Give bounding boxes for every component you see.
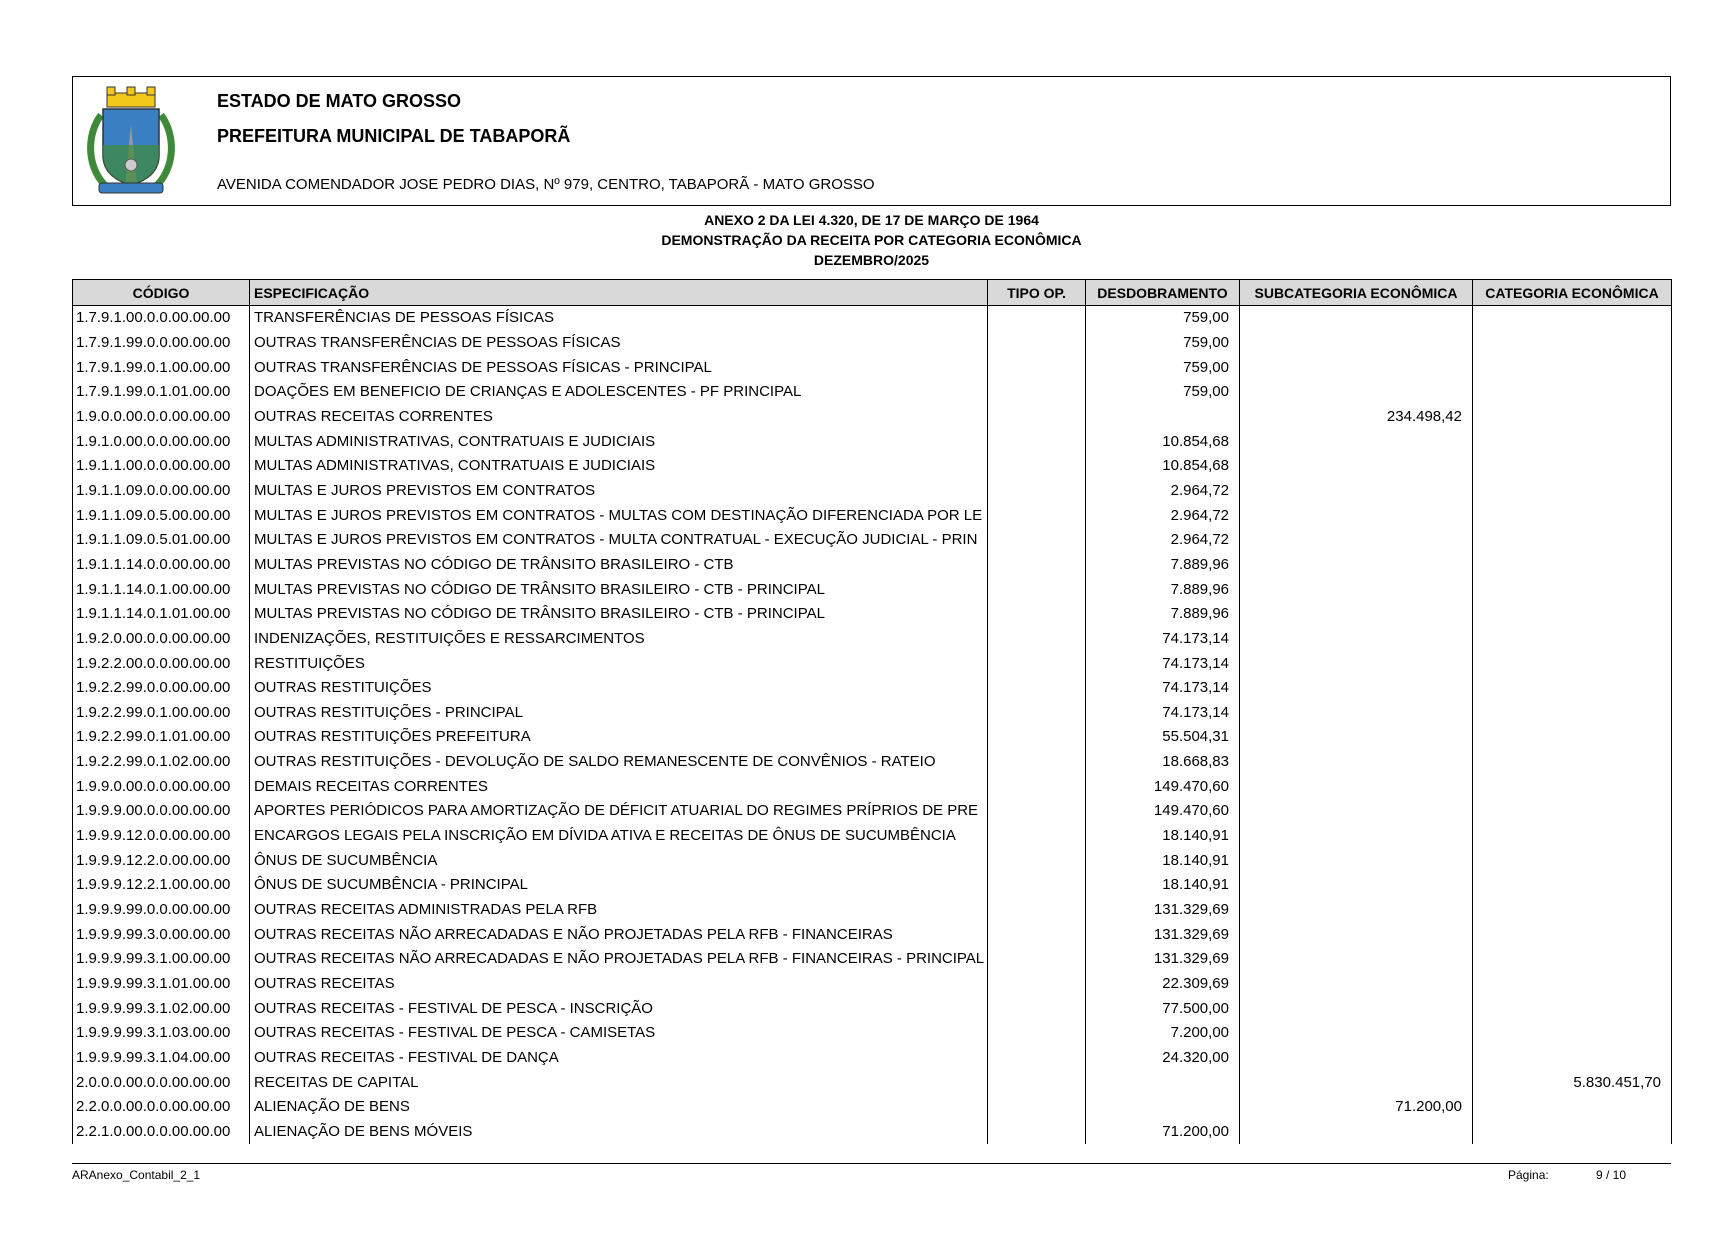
cell-categoria: 5.830.451,70 <box>1473 1070 1672 1095</box>
cell-subcategoria <box>1240 380 1473 405</box>
cell-categoria <box>1473 972 1672 997</box>
cell-categoria <box>1473 528 1672 553</box>
col-header-tipo-op: TIPO OP. <box>988 280 1086 306</box>
cell-tipo-op <box>988 331 1086 356</box>
cell-categoria <box>1473 1046 1672 1071</box>
table-row <box>73 774 1672 799</box>
cell-especificacao: ALIENAÇÃO DE BENS MÓVEIS <box>250 1120 988 1145</box>
cell-codigo: 1.9.9.9.00.0.0.00.00.00 <box>73 799 250 824</box>
cell-categoria <box>1473 824 1672 849</box>
cell-tipo-op <box>988 627 1086 652</box>
cell-codigo: 1.7.9.1.99.0.1.01.00.00 <box>73 380 250 405</box>
cell-especificacao: OUTRAS RECEITAS NÃO ARRECADADAS E NÃO PROJETADAS PELA RFB - FINANCEIRAS <box>250 922 988 947</box>
table-row <box>73 651 1672 676</box>
cell-subcategoria <box>1240 824 1473 849</box>
cell-subcategoria <box>1240 1120 1473 1145</box>
cell-tipo-op <box>988 725 1086 750</box>
cell-codigo: 1.9.0.0.00.0.0.00.00.00 <box>73 405 250 430</box>
cell-codigo: 1.7.9.1.00.0.0.00.00.00 <box>73 306 250 331</box>
cell-categoria <box>1473 380 1672 405</box>
table-row <box>73 1120 1672 1145</box>
table-row <box>73 405 1672 430</box>
cell-tipo-op <box>988 848 1086 873</box>
table-body <box>73 306 1672 1145</box>
cell-desdobramento <box>1086 1070 1240 1095</box>
cell-subcategoria <box>1240 996 1473 1021</box>
table-row <box>73 553 1672 578</box>
cell-codigo: 1.9.1.1.09.0.5.00.00.00 <box>73 503 250 528</box>
cell-tipo-op <box>988 380 1086 405</box>
cell-codigo: 1.9.9.9.12.0.0.00.00.00 <box>73 824 250 849</box>
col-header-codigo: CÓDIGO <box>73 280 250 306</box>
cell-especificacao: OUTRAS RECEITAS NÃO ARRECADADAS E NÃO PROJETADAS PELA RFB - FINANCEIRAS - PRINCIPAL <box>250 947 988 972</box>
cell-especificacao: OUTRAS RECEITAS - FESTIVAL DE PESCA - INSCRIÇÃO <box>250 996 988 1021</box>
cell-desdobramento: 10.854,68 <box>1086 429 1240 454</box>
cell-tipo-op <box>988 651 1086 676</box>
cell-subcategoria <box>1240 503 1473 528</box>
cell-subcategoria: 234.498,42 <box>1240 405 1473 430</box>
cell-subcategoria <box>1240 922 1473 947</box>
cell-subcategoria <box>1240 355 1473 380</box>
cell-categoria <box>1473 1021 1672 1046</box>
state-name: ESTADO DE MATO GROSSO <box>217 91 462 111</box>
table-row <box>73 627 1672 652</box>
cell-tipo-op <box>988 528 1086 553</box>
table-row <box>73 824 1672 849</box>
cell-codigo: 1.7.9.1.99.0.1.00.00.00 <box>73 355 250 380</box>
table-row <box>73 503 1672 528</box>
cell-codigo: 1.9.1.1.14.0.1.01.00.00 <box>73 602 250 627</box>
table-row <box>73 454 1672 479</box>
cell-especificacao: OUTRAS RESTITUIÇÕES PREFEITURA <box>250 725 988 750</box>
cell-tipo-op <box>988 602 1086 627</box>
cell-categoria <box>1473 799 1672 824</box>
cell-subcategoria <box>1240 799 1473 824</box>
cell-subcategoria <box>1240 577 1473 602</box>
cell-codigo: 1.9.9.9.99.3.1.01.00.00 <box>73 972 250 997</box>
cell-subcategoria: 71.200,00 <box>1240 1095 1473 1120</box>
cell-categoria <box>1473 306 1672 331</box>
cell-categoria <box>1473 331 1672 356</box>
cell-tipo-op <box>988 774 1086 799</box>
cell-codigo: 1.9.9.9.99.3.1.00.00.00 <box>73 947 250 972</box>
cell-especificacao: MULTAS E JUROS PREVISTOS EM CONTRATOS <box>250 479 988 504</box>
table-header-row <box>73 280 1672 306</box>
table-row <box>73 750 1672 775</box>
cell-codigo: 1.9.9.9.99.3.1.04.00.00 <box>73 1046 250 1071</box>
table-row <box>73 873 1672 898</box>
cell-desdobramento: 18.668,83 <box>1086 750 1240 775</box>
cell-tipo-op <box>988 1095 1086 1120</box>
cell-tipo-op <box>988 1046 1086 1071</box>
cell-desdobramento: 131.329,69 <box>1086 922 1240 947</box>
cell-categoria <box>1473 701 1672 726</box>
cell-tipo-op <box>988 947 1086 972</box>
table-row <box>73 577 1672 602</box>
cell-especificacao: MULTAS ADMINISTRATIVAS, CONTRATUAIS E JUDICIAIS <box>250 429 988 454</box>
cell-categoria <box>1473 405 1672 430</box>
cell-categoria <box>1473 627 1672 652</box>
cell-especificacao: APORTES PERIÓDICOS PARA AMORTIZAÇÃO DE DÉFICIT ATUARIAL DO REGIMES PRÍPRIOS DE PRE <box>250 799 988 824</box>
cell-subcategoria <box>1240 873 1473 898</box>
cell-codigo: 1.9.9.9.12.2.1.00.00.00 <box>73 873 250 898</box>
cell-desdobramento: 759,00 <box>1086 331 1240 356</box>
cell-desdobramento: 149.470,60 <box>1086 774 1240 799</box>
cell-desdobramento: 77.500,00 <box>1086 996 1240 1021</box>
table-row <box>73 429 1672 454</box>
table-row <box>73 380 1672 405</box>
cell-categoria <box>1473 602 1672 627</box>
cell-subcategoria <box>1240 528 1473 553</box>
cell-desdobramento: 2.964,72 <box>1086 528 1240 553</box>
cell-categoria <box>1473 676 1672 701</box>
header-box <box>72 76 1671 206</box>
cell-tipo-op <box>988 355 1086 380</box>
cell-desdobramento: 7.889,96 <box>1086 553 1240 578</box>
cell-especificacao: TRANSFERÊNCIAS DE PESSOAS FÍSICAS <box>250 306 988 331</box>
table-row <box>73 996 1672 1021</box>
cell-especificacao: OUTRAS RECEITAS - FESTIVAL DE DANÇA <box>250 1046 988 1071</box>
table-row <box>73 479 1672 504</box>
cell-subcategoria <box>1240 553 1473 578</box>
cell-codigo: 1.9.9.0.00.0.0.00.00.00 <box>73 774 250 799</box>
cell-desdobramento: 18.140,91 <box>1086 848 1240 873</box>
table-row <box>73 355 1672 380</box>
cell-tipo-op <box>988 824 1086 849</box>
cell-categoria <box>1473 1095 1672 1120</box>
cell-desdobramento: 759,00 <box>1086 355 1240 380</box>
table-row <box>73 922 1672 947</box>
cell-codigo: 1.9.1.1.14.0.1.00.00.00 <box>73 577 250 602</box>
cell-tipo-op <box>988 1070 1086 1095</box>
table-row <box>73 528 1672 553</box>
cell-codigo: 1.9.9.9.12.2.0.00.00.00 <box>73 848 250 873</box>
col-header-desdobramento: DESDOBRAMENTO <box>1086 280 1240 306</box>
cell-codigo: 1.9.2.2.00.0.0.00.00.00 <box>73 651 250 676</box>
cell-desdobramento: 2.964,72 <box>1086 503 1240 528</box>
table-row <box>73 799 1672 824</box>
report-title-law: ANEXO 2 DA LEI 4.320, DE 17 DE MARÇO DE 1964 <box>704 212 1039 228</box>
cell-especificacao: DOAÇÕES EM BENEFICIO DE CRIANÇAS E ADOLESCENTES - PF PRINCIPAL <box>250 380 988 405</box>
cell-tipo-op <box>988 873 1086 898</box>
cell-tipo-op <box>988 898 1086 923</box>
table-row <box>73 306 1672 331</box>
cell-categoria <box>1473 996 1672 1021</box>
cell-especificacao: OUTRAS TRANSFERÊNCIAS DE PESSOAS FÍSICAS <box>250 331 988 356</box>
cell-especificacao: RESTITUIÇÕES <box>250 651 988 676</box>
cell-tipo-op <box>988 972 1086 997</box>
cell-subcategoria <box>1240 898 1473 923</box>
report-titles <box>72 210 1671 270</box>
cell-desdobramento: 7.889,96 <box>1086 577 1240 602</box>
cell-categoria <box>1473 503 1672 528</box>
table-row <box>73 898 1672 923</box>
cell-categoria <box>1473 848 1672 873</box>
cell-subcategoria <box>1240 676 1473 701</box>
cell-subcategoria <box>1240 774 1473 799</box>
table-row <box>73 1070 1672 1095</box>
cell-especificacao: DEMAIS RECEITAS CORRENTES <box>250 774 988 799</box>
cell-categoria <box>1473 429 1672 454</box>
cell-codigo: 1.9.2.2.99.0.1.01.00.00 <box>73 725 250 750</box>
cell-desdobramento: 10.854,68 <box>1086 454 1240 479</box>
cell-subcategoria <box>1240 454 1473 479</box>
cell-desdobramento <box>1086 1095 1240 1120</box>
cell-codigo: 1.9.1.1.14.0.0.00.00.00 <box>73 553 250 578</box>
cell-codigo: 1.9.1.1.09.0.0.00.00.00 <box>73 479 250 504</box>
page-number: 9 / 10 <box>1596 1168 1627 1182</box>
cell-especificacao: MULTAS E JUROS PREVISTOS EM CONTRATOS - MULTA CONTRATUAL - EXECUÇÃO JUDICIAL - PRIN <box>250 528 988 553</box>
cell-tipo-op <box>988 799 1086 824</box>
cell-desdobramento: 22.309,69 <box>1086 972 1240 997</box>
cell-desdobramento: 131.329,69 <box>1086 898 1240 923</box>
cell-subcategoria <box>1240 331 1473 356</box>
cell-desdobramento: 71.200,00 <box>1086 1120 1240 1145</box>
table-row <box>73 1021 1672 1046</box>
report-title-period: DEZEMBRO/2025 <box>813 252 930 268</box>
cell-desdobramento: 131.329,69 <box>1086 947 1240 972</box>
cell-especificacao: OUTRAS RESTITUIÇÕES - PRINCIPAL <box>250 701 988 726</box>
footer-divider <box>72 1163 1671 1164</box>
cell-tipo-op <box>988 454 1086 479</box>
table-row <box>73 1095 1672 1120</box>
cell-codigo: 1.9.2.2.99.0.1.00.00.00 <box>73 701 250 726</box>
cell-subcategoria <box>1240 701 1473 726</box>
cell-desdobramento: 74.173,14 <box>1086 676 1240 701</box>
cell-tipo-op <box>988 429 1086 454</box>
cell-subcategoria <box>1240 947 1473 972</box>
cell-tipo-op <box>988 405 1086 430</box>
cell-codigo: 1.9.1.0.00.0.0.00.00.00 <box>73 429 250 454</box>
cell-especificacao: MULTAS E JUROS PREVISTOS EM CONTRATOS - MULTAS COM DESTINAÇÃO DIFERENCIADA POR LE <box>250 503 988 528</box>
cell-tipo-op <box>988 1021 1086 1046</box>
cell-subcategoria <box>1240 972 1473 997</box>
cell-tipo-op <box>988 1120 1086 1145</box>
report-title-name: DEMONSTRAÇÃO DA RECEITA POR CATEGORIA ECONÔMICA <box>661 232 1082 248</box>
cell-subcategoria <box>1240 725 1473 750</box>
cell-especificacao: OUTRAS RESTITUIÇÕES <box>250 676 988 701</box>
cell-tipo-op <box>988 553 1086 578</box>
cell-categoria <box>1473 947 1672 972</box>
table-row <box>73 676 1672 701</box>
cell-categoria <box>1473 1120 1672 1145</box>
prefecture-name: PREFEITURA MUNICIPAL DE TABAPORÃ <box>217 126 571 146</box>
cell-subcategoria <box>1240 306 1473 331</box>
cell-especificacao: OUTRAS RECEITAS - FESTIVAL DE PESCA - CAMISETAS <box>250 1021 988 1046</box>
cell-especificacao: ENCARGOS LEGAIS PELA INSCRIÇÃO EM DÍVIDA ATIVA E RECEITAS DE ÔNUS DE SUCUMBÊNCIA <box>250 824 988 849</box>
table-row <box>73 947 1672 972</box>
cell-desdobramento: 7.889,96 <box>1086 602 1240 627</box>
cell-especificacao: RECEITAS DE CAPITAL <box>250 1070 988 1095</box>
cell-codigo: 1.9.9.9.99.3.1.02.00.00 <box>73 996 250 1021</box>
cell-categoria <box>1473 355 1672 380</box>
municipal-crest-icon <box>81 85 181 199</box>
cell-categoria <box>1473 873 1672 898</box>
col-header-categoria: CATEGORIA ECONÔMICA <box>1473 280 1672 306</box>
prefecture-address: AVENIDA COMENDADOR JOSE PEDRO DIAS, Nº 979, CENTRO, TABAPORÃ - MATO GROSSO <box>217 176 875 193</box>
cell-desdobramento: 759,00 <box>1086 306 1240 331</box>
cell-codigo: 1.9.2.0.00.0.0.00.00.00 <box>73 627 250 652</box>
cell-especificacao: OUTRAS RECEITAS <box>250 972 988 997</box>
col-header-especificacao: ESPECIFICAÇÃO <box>250 280 988 306</box>
cell-desdobramento: 149.470,60 <box>1086 799 1240 824</box>
cell-desdobramento: 55.504,31 <box>1086 725 1240 750</box>
cell-codigo: 1.7.9.1.99.0.0.00.00.00 <box>73 331 250 356</box>
cell-tipo-op <box>988 577 1086 602</box>
table-row <box>73 972 1672 997</box>
table-row <box>73 602 1672 627</box>
table-row <box>73 1046 1672 1071</box>
cell-codigo: 1.9.2.2.99.0.1.02.00.00 <box>73 750 250 775</box>
cell-subcategoria <box>1240 1046 1473 1071</box>
cell-especificacao: OUTRAS RESTITUIÇÕES - DEVOLUÇÃO DE SALDO REMANESCENTE DE CONVÊNIOS - RATEIO <box>250 750 988 775</box>
cell-especificacao: ALIENAÇÃO DE BENS <box>250 1095 988 1120</box>
cell-desdobramento: 759,00 <box>1086 380 1240 405</box>
cell-subcategoria <box>1240 848 1473 873</box>
cell-codigo: 2.2.1.0.00.0.0.00.00.00 <box>73 1120 250 1145</box>
cell-especificacao: MULTAS PREVISTAS NO CÓDIGO DE TRÂNSITO BRASILEIRO - CTB - PRINCIPAL <box>250 577 988 602</box>
cell-desdobramento: 18.140,91 <box>1086 873 1240 898</box>
cell-desdobramento <box>1086 405 1240 430</box>
cell-tipo-op <box>988 503 1086 528</box>
cell-especificacao: INDENIZAÇÕES, RESTITUIÇÕES E RESSARCIMENTOS <box>250 627 988 652</box>
cell-codigo: 1.9.9.9.99.3.1.03.00.00 <box>73 1021 250 1046</box>
cell-codigo: 1.9.1.1.00.0.0.00.00.00 <box>73 454 250 479</box>
cell-desdobramento: 24.320,00 <box>1086 1046 1240 1071</box>
cell-codigo: 2.0.0.0.00.0.0.00.00.00 <box>73 1070 250 1095</box>
cell-subcategoria <box>1240 1070 1473 1095</box>
cell-categoria <box>1473 774 1672 799</box>
cell-desdobramento: 74.173,14 <box>1086 627 1240 652</box>
cell-desdobramento: 18.140,91 <box>1086 824 1240 849</box>
cell-subcategoria <box>1240 627 1473 652</box>
cell-tipo-op <box>988 676 1086 701</box>
cell-tipo-op <box>988 306 1086 331</box>
cell-especificacao: OUTRAS RECEITAS ADMINISTRADAS PELA RFB <box>250 898 988 923</box>
cell-tipo-op <box>988 701 1086 726</box>
cell-categoria <box>1473 898 1672 923</box>
cell-categoria <box>1473 651 1672 676</box>
table-row <box>73 701 1672 726</box>
cell-subcategoria <box>1240 429 1473 454</box>
cell-especificacao: MULTAS PREVISTAS NO CÓDIGO DE TRÂNSITO BRASILEIRO - CTB - PRINCIPAL <box>250 602 988 627</box>
table-row <box>73 331 1672 356</box>
cell-tipo-op <box>988 996 1086 1021</box>
cell-especificacao: OUTRAS TRANSFERÊNCIAS DE PESSOAS FÍSICAS - PRINCIPAL <box>250 355 988 380</box>
cell-categoria <box>1473 479 1672 504</box>
cell-especificacao: ÔNUS DE SUCUMBÊNCIA - PRINCIPAL <box>250 873 988 898</box>
cell-subcategoria <box>1240 1021 1473 1046</box>
cell-categoria <box>1473 553 1672 578</box>
cell-tipo-op <box>988 479 1086 504</box>
table-row <box>73 848 1672 873</box>
table-row <box>73 725 1672 750</box>
cell-tipo-op <box>988 922 1086 947</box>
cell-tipo-op <box>988 750 1086 775</box>
col-header-subcategoria: SUBCATEGORIA ECONÔMICA <box>1240 280 1473 306</box>
cell-desdobramento: 2.964,72 <box>1086 479 1240 504</box>
revenue-table <box>72 279 1672 1144</box>
cell-categoria <box>1473 454 1672 479</box>
cell-codigo: 2.2.0.0.00.0.0.00.00.00 <box>73 1095 250 1120</box>
page-label: Página: <box>1508 1168 1549 1182</box>
cell-desdobramento: 74.173,14 <box>1086 651 1240 676</box>
cell-especificacao: MULTAS PREVISTAS NO CÓDIGO DE TRÂNSITO BRASILEIRO - CTB <box>250 553 988 578</box>
cell-desdobramento: 7.200,00 <box>1086 1021 1240 1046</box>
cell-codigo: 1.9.1.1.09.0.5.01.00.00 <box>73 528 250 553</box>
cell-categoria <box>1473 577 1672 602</box>
cell-especificacao: MULTAS ADMINISTRATIVAS, CONTRATUAIS E JUDICIAIS <box>250 454 988 479</box>
cell-desdobramento: 74.173,14 <box>1086 701 1240 726</box>
cell-codigo: 1.9.2.2.99.0.0.00.00.00 <box>73 676 250 701</box>
cell-codigo: 1.9.9.9.99.0.0.00.00.00 <box>73 898 250 923</box>
cell-subcategoria <box>1240 602 1473 627</box>
cell-subcategoria <box>1240 651 1473 676</box>
cell-categoria <box>1473 725 1672 750</box>
cell-codigo: 1.9.9.9.99.3.0.00.00.00 <box>73 922 250 947</box>
cell-categoria <box>1473 922 1672 947</box>
cell-subcategoria <box>1240 479 1473 504</box>
cell-categoria <box>1473 750 1672 775</box>
cell-especificacao: OUTRAS RECEITAS CORRENTES <box>250 405 988 430</box>
cell-especificacao: ÔNUS DE SUCUMBÊNCIA <box>250 848 988 873</box>
cell-subcategoria <box>1240 750 1473 775</box>
report-id: ARAnexo_Contabil_2_1 <box>72 1168 201 1182</box>
